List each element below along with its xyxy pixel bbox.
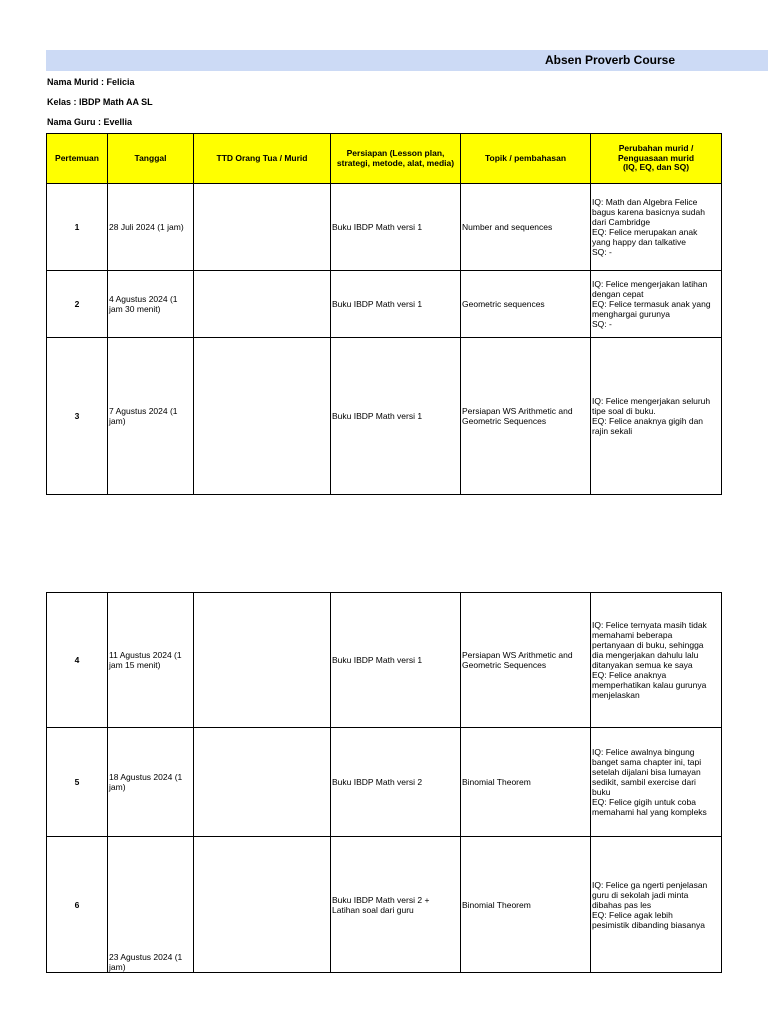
row-preparation: Buku IBDP Math versi 1 [331, 184, 461, 271]
progress-line: menghargai gurunya [592, 309, 670, 319]
table-row [47, 593, 722, 728]
table-row [47, 271, 722, 338]
progress-line: SQ: - [592, 247, 612, 257]
header-perubahan-line: Penguasaan murid [617, 152, 695, 163]
row-progress [591, 184, 722, 271]
row-signature[interactable] [194, 593, 331, 728]
table-row [47, 728, 722, 837]
progress-line: ditanyakan semua ke saya [592, 660, 693, 670]
header-topik: Topik / pembahasan [461, 134, 591, 184]
progress-line: guru di sekolah jadi minta [592, 889, 689, 900]
row-date: 11 Agustus 2024 (1 jam 15 menit) [108, 593, 194, 728]
progress-line: tipe soal di buku. [592, 406, 656, 416]
student-name: Nama Murid : Felicia [47, 77, 135, 87]
row-number: 3 [47, 338, 108, 495]
progress-line: sedikit, sambil exercise dari [592, 777, 696, 787]
row-topic: Binomial Theorem [461, 837, 591, 973]
header-perubahan-line: Perubahan murid / [618, 143, 694, 154]
row-topic: Binomial Theorem [461, 728, 591, 837]
progress-line: dia mengerjakan dahulu lalu [592, 650, 699, 660]
row-date: 28 Juli 2024 (1 jam) [108, 184, 194, 271]
row-topic: Geometric sequences [461, 271, 591, 338]
row-signature[interactable] [194, 271, 331, 338]
progress-line: IQ: Math dan Algebra Felice [592, 197, 698, 207]
table-row [47, 184, 722, 271]
progress-line: EQ: Felice anaknya gigih dan [592, 416, 704, 426]
progress-line: EQ: Felice merupakan anak [592, 227, 698, 237]
row-preparation: Buku IBDP Math versi 2 + Latihan soal dari guru [331, 837, 461, 973]
row-number: 1 [47, 184, 108, 271]
row-topic: Persiapan WS Arithmetic and Geometric Sequences [461, 593, 591, 728]
table-row [47, 338, 722, 495]
progress-line: IQ: Felice mengerjakan seluruh [592, 396, 711, 406]
progress-line: IQ: Felice awalnya bingung [592, 747, 695, 757]
row-progress [591, 728, 722, 837]
progress-line: memahami hal yang kompleks [592, 807, 707, 817]
progress-line: IQ: Felice ga ngerti penjelasan [592, 879, 708, 890]
progress-line: rajin sekali [592, 426, 633, 436]
header-row [47, 134, 722, 184]
progress-line: dengan cepat [592, 289, 644, 299]
page-title: Absen Proverb Course [544, 53, 676, 67]
progress-line: banget sama chapter ini, tapi [592, 757, 702, 767]
row-progress [591, 271, 722, 338]
header-perubahan-line: (IQ, EQ, dan SQ) [622, 162, 690, 173]
progress-line: SQ: - [592, 319, 612, 329]
progress-line: EQ: Felice agak lebih [592, 909, 673, 920]
attendance-table-1 [46, 133, 722, 495]
header-tanggal: Tanggal [108, 134, 194, 184]
row-topic: Persiapan WS Arithmetic and Geometric Sequences [461, 338, 591, 495]
progress-line: dibahas pas les [592, 899, 652, 910]
row-signature[interactable] [194, 837, 331, 973]
progress-line: setelah dijalani bisa lumayan [592, 767, 701, 777]
row-number: 5 [47, 728, 108, 837]
progress-line: EQ: Felice termasuk anak yang [592, 299, 711, 309]
attendance-table-2 [46, 592, 722, 973]
row-signature[interactable] [194, 728, 331, 837]
header-perubahan [591, 134, 722, 184]
row-progress [591, 837, 722, 973]
progress-line: menjelaskan [592, 690, 640, 700]
teacher-name: Nama Guru : Evellia [47, 117, 133, 127]
progress-line: pertanyaan di buku, sehingga [592, 640, 704, 650]
header-persiapan: Persiapan (Lesson plan, strategi, metode, alat, media) [331, 134, 461, 184]
row-preparation: Buku IBDP Math versi 2 [331, 728, 461, 837]
header-pertemuan: Pertemuan [47, 134, 108, 184]
row-number: 4 [47, 593, 108, 728]
row-number: 2 [47, 271, 108, 338]
row-topic: Number and sequences [461, 184, 591, 271]
row-preparation: Buku IBDP Math versi 1 [331, 593, 461, 728]
progress-line: pesimistik dibanding biasanya [592, 919, 705, 930]
row-date: 18 Agustus 2024 (1 jam) [108, 728, 194, 837]
progress-line: memperhatikan kalau gurunya [592, 680, 707, 690]
row-preparation: Buku IBDP Math versi 1 [331, 338, 461, 495]
row-signature[interactable] [194, 184, 331, 271]
row-date: 23 Agustus 2024 (1 jam) [108, 837, 194, 973]
progress-line: memahami beberapa [592, 630, 673, 640]
row-date: 4 Agustus 2024 (1 jam 30 menit) [108, 271, 194, 338]
class-name: Kelas : IBDP Math AA SL [47, 97, 153, 107]
row-preparation: Buku IBDP Math versi 1 [331, 271, 461, 338]
progress-line: EQ: Felice gigih untuk coba [592, 797, 696, 807]
row-progress [591, 338, 722, 495]
header-ttd: TTD Orang Tua / Murid [194, 134, 331, 184]
progress-line: IQ: Felice mengerjakan latihan [592, 279, 708, 289]
row-date: 7 Agustus 2024 (1 jam) [108, 338, 194, 495]
progress-line: bagus karena basicnya sudah [592, 207, 705, 217]
progress-line: EQ: Felice anaknya [592, 670, 667, 680]
table-row [47, 837, 722, 973]
title-bar [46, 50, 768, 71]
progress-line: dari Cambridge [592, 217, 651, 227]
row-signature[interactable] [194, 338, 331, 495]
progress-line: yang happy dan talkative [592, 237, 687, 247]
row-number: 6 [47, 837, 108, 973]
progress-line: IQ: Felice ternyata masih tidak [592, 620, 707, 630]
progress-line: buku [592, 787, 611, 797]
row-progress [591, 593, 722, 728]
